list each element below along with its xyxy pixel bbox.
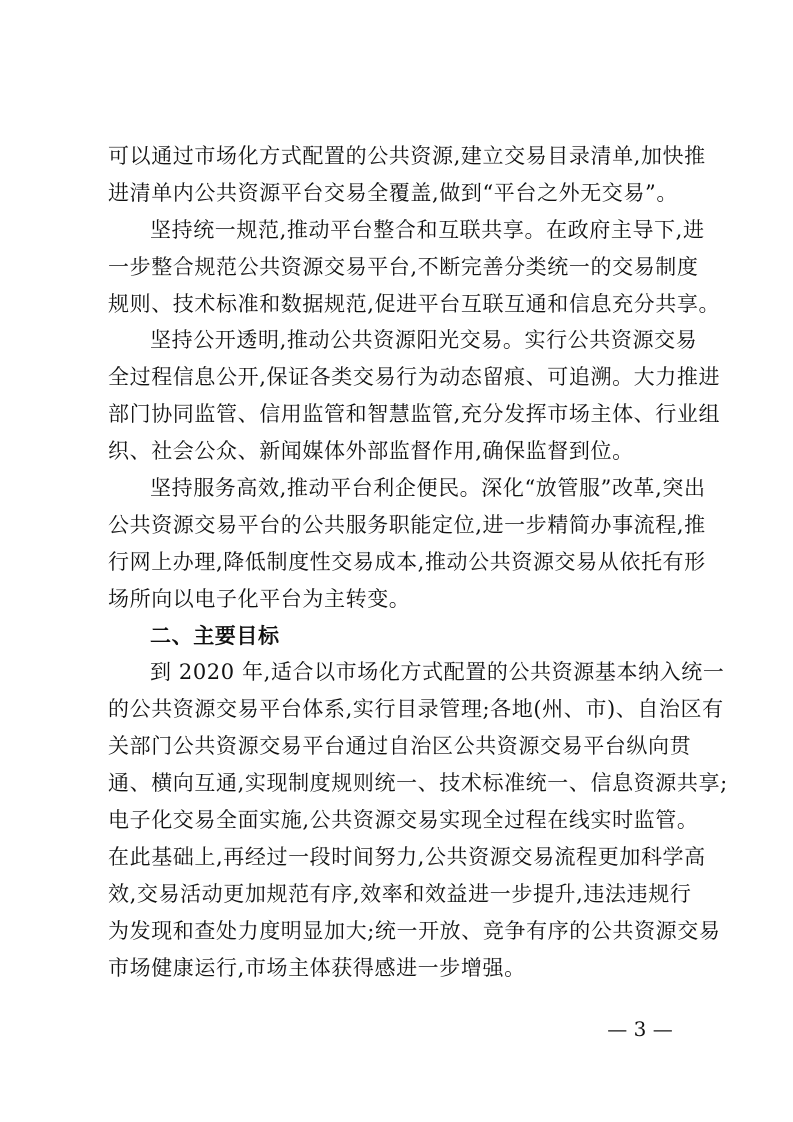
paragraph-line: 电子化交易全面实施,公共资源交易实现全过程在线实时监管。: [108, 808, 699, 833]
paragraph-line: 在此基础上,再经过一段时间努力,公共资源交易流程更加科学高: [108, 844, 706, 869]
paragraph-line: 为发现和查处力度明显加大;统一开放、竞争有序的公共资源交易: [108, 918, 721, 943]
paragraph-line: 场所向以电子化平台为主转变。: [108, 586, 411, 611]
paragraph-line: 一步整合规范公共资源交易平台,不断完善分类统一的交易制度: [108, 254, 699, 279]
paragraph-line: 关部门公共资源交易平台通过自治区公共资源交易平台纵向贯: [108, 734, 692, 759]
section-heading: 二、主要目标: [150, 623, 280, 648]
paragraph-line: 到 2020 年,适合以市场化方式配置的公共资源基本纳入统一: [150, 660, 725, 685]
page-number: — 3 —: [607, 1017, 673, 1041]
paragraph-line: 通、横向互通,实现制度规则统一、技术标准统一、信息资源共享;: [108, 771, 728, 796]
paragraph-line: 市场健康运行,市场主体获得感进一步增强。: [108, 955, 526, 980]
paragraph-line: 织、社会公众、新闻媒体外部监督作用,确保监督到位。: [108, 439, 634, 464]
paragraph-line: 可以通过市场化方式配置的公共资源,建立交易目录清单,加快推: [108, 144, 706, 168]
paragraph-line: 进清单内公共资源平台交易全覆盖,做到“平台之外无交易”。: [108, 180, 678, 205]
paragraph-line: 行网上办理,降低制度性交易成本,推动公共资源交易从依托有形: [108, 549, 706, 574]
paragraph-line: 规则、技术标准和数据规范,促进平台互联互通和信息充分共享。: [108, 291, 721, 316]
paragraph-line: 公共资源交易平台的公共服务职能定位,进一步精简办事流程,推: [108, 512, 706, 537]
paragraph-line: 全过程信息公开,保证各类交易行为动态留痕、可追溯。大力推进: [108, 365, 721, 390]
paragraph-line: 部门协同监管、信用监管和智慧监管,充分发挥市场主体、行业组: [108, 402, 721, 427]
paragraph-line: 的公共资源交易平台体系,实行目录管理;各地(州、市)、自治区有: [108, 697, 724, 722]
paragraph-line: 坚持服务高效,推动平台利企便民。深化“放管服”改革,突出: [150, 476, 706, 501]
body-text: [108, 138, 728, 986]
paragraph-line: 坚持统一规范,推动平台整合和互联共享。在政府主导下,进: [150, 217, 705, 242]
paragraph-line: 效,交易活动更加规范有序,效率和效益进一步提升,违法违规行: [108, 881, 692, 906]
paragraph-line: 坚持公开透明,推动公共资源阳光交易。实行公共资源交易: [150, 328, 698, 353]
